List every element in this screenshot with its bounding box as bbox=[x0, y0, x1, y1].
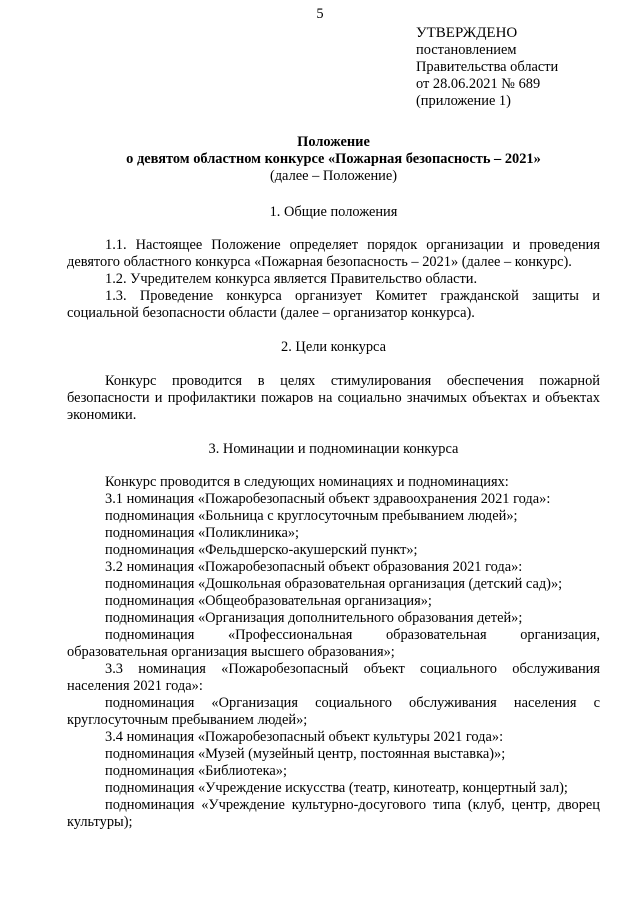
paragraph: подноминация «Учреждение культурно-досугового типа (клуб, центр, дворец культуры); bbox=[67, 797, 600, 830]
heading-title: Положение bbox=[297, 134, 370, 150]
section-1-body bbox=[67, 237, 600, 322]
section-3-title: 3. Номинации и подноминации конкурса bbox=[208, 441, 459, 457]
section-2-title: 2. Цели конкурса bbox=[281, 339, 386, 355]
list-line: Конкурс проводится в следующих номинациях и подноминациях: bbox=[105, 474, 509, 490]
paragraph: подноминация «Организация социального обслуживания населения с круглосуточным пребыванием людей»; bbox=[67, 695, 600, 728]
heading-subtitle: о девятом областном конкурсе «Пожарная безопасность – 2021» bbox=[126, 151, 541, 167]
list-line: подноминация «Дошкольная образовательная организация (детский сад)»; bbox=[105, 576, 563, 592]
list-line: подноминация «Библиотека»; bbox=[105, 763, 287, 779]
section-1-title: 1. Общие положения bbox=[269, 204, 398, 220]
section-2-body bbox=[67, 373, 600, 424]
list-line: подноминация «Учреждение искусства (театр, кинотеатр, концертный зал); bbox=[105, 780, 568, 796]
list-line: 3.4 номинация «Пожаробезопасный объект культуры 2021 года»: bbox=[105, 729, 504, 745]
list-line: подноминация «Музей (музейный центр, постоянная выставка)»; bbox=[105, 746, 506, 762]
list-line: подноминация «Организация дополнительного образования детей»; bbox=[105, 610, 523, 626]
list-line: подноминация «Общеобразовательная организация»; bbox=[105, 593, 432, 609]
heading-note: (далее – Положение) bbox=[269, 168, 398, 184]
paragraph: 3.3 номинация «Пожаробезопасный объект социального обслуживания населения 2021 года»: bbox=[67, 661, 600, 694]
approval-line: от 28.06.2021 № 689 bbox=[416, 76, 541, 92]
paragraph: Конкурс проводится в целях стимулирования обеспечения пожарной безопасности и профилактики пожаров на социально значимых объектах и объектах экономики. bbox=[67, 373, 600, 423]
page-number: 5 bbox=[316, 6, 324, 22]
paragraph: подноминация «Профессиональная образовательная организация, образовательная организация высшего образования»; bbox=[67, 627, 600, 660]
paragraph: 1.3. Проведение конкурса организует Комитет гражданской защиты и социальной безопасности области (далее – организатор конкурса). bbox=[67, 288, 600, 321]
approval-stamp bbox=[416, 25, 626, 110]
document-heading bbox=[67, 134, 600, 185]
list-line: подноминация «Поликлиника»; bbox=[105, 525, 300, 541]
approval-line: постановлением bbox=[416, 42, 517, 58]
section-3-body bbox=[67, 474, 600, 831]
list-line: подноминация «Больница с круглосуточным пребыванием людей»; bbox=[105, 508, 518, 524]
list-line: 3.2 номинация «Пожаробезопасный объект образования 2021 года»: bbox=[105, 559, 523, 575]
list-line: подноминация «Фельдшерско-акушерский пункт»; bbox=[105, 542, 418, 558]
paragraph: 1.1. Настоящее Положение определяет порядок организации и проведения девятого областного конкурса «Пожарная безопасность – 2021» (далее – конкурс). bbox=[67, 237, 600, 270]
list-line: 3.1 номинация «Пожаробезопасный объект здравоохранения 2021 года»: bbox=[105, 491, 551, 507]
approval-title: УТВЕРЖДЕНО bbox=[416, 25, 518, 41]
approval-line: Правительства области bbox=[416, 59, 559, 75]
paragraph: 1.2. Учредителем конкурса является Правительство области. bbox=[105, 271, 478, 287]
approval-line: (приложение 1) bbox=[416, 93, 511, 109]
